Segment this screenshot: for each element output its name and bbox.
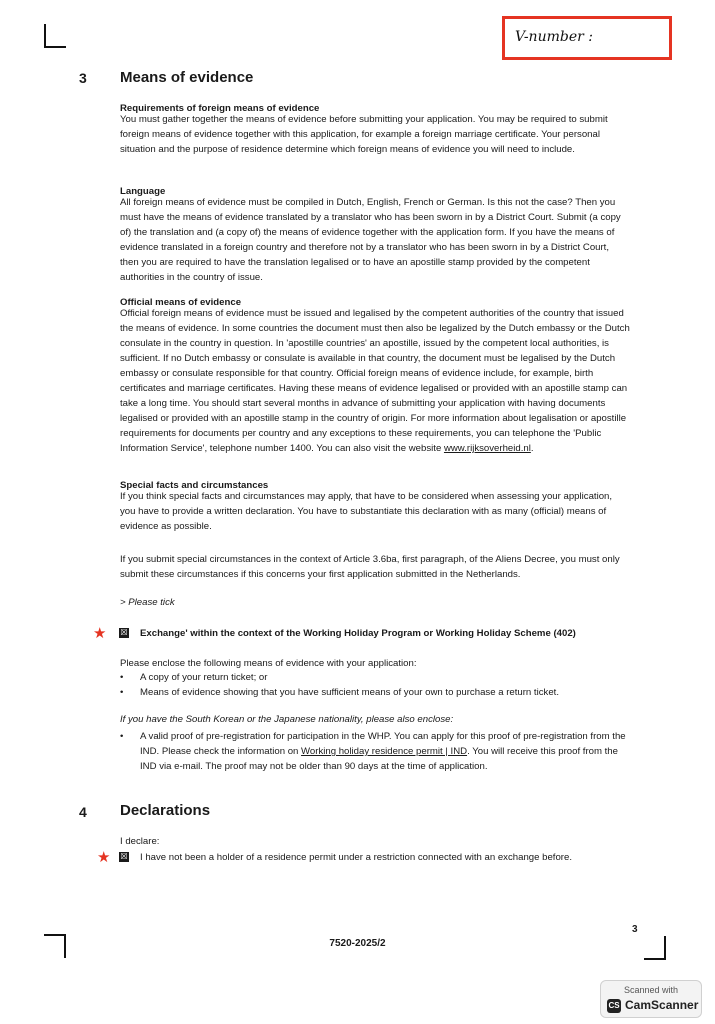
camscanner-logo-icon: CS — [607, 999, 621, 1013]
v-number-handwritten: V-number : — [515, 29, 593, 45]
exchange-checkbox[interactable]: ☒ — [120, 628, 128, 637]
declaration-checkbox[interactable]: ☒ — [120, 852, 128, 861]
camscanner-watermark — [600, 980, 702, 1018]
official-heading: Official means of evidence — [120, 297, 242, 308]
official-text-body: Official foreign means of evidence must be issued and legalised by the competent authorities of the country that issued the means of evidence. In some countries the document must then also be legalized by the Dutch embassy or the Dutch consulate in the country in question. In 'apostille countries' an apostille, issued by the competent local authorities, is sufficient. If no Dutch embassy or consulate is available in that country, the document must be legalised by the Dutch embassy or consulate responsible for that country. Official foreign means of evidence include, for example, birth certificates and marriage certificates. Having these means of evidence legalised or provided with an apostille stamp can take a long time. You should start several months in advance of submitting your application with having documents legalised or provided with an apostille stamp in the country of origin. For more information about legalisation or apostille requirements for documents per country and any exceptions to these requirements, you can telephone the 'Public Information Service', telephone number 1400. You can also visit the website — [120, 308, 630, 454]
bullet-text: Means of evidence showing that you have sufficient means of your own to purchase a return ticket. — [140, 687, 559, 698]
whp-text-before: A valid proof of pre-registration for participation in the WHP. You can apply for this proof of pre-registration from the IND. Please check the information on — [140, 731, 626, 757]
please-tick-note: > Please tick — [120, 597, 175, 608]
special-text-1: If you think special facts and circumstances may apply, that have to be considered when assessing your application, you have to provide a written declaration. You have to substantiate this declaration with as many (official) means of evidence as possible. — [120, 491, 613, 532]
red-star-icon: ★ — [93, 625, 107, 642]
whp-text-after: . You will receive this proof from the IND via e-mail. The proof may not be older than 90 days at the time of application. — [140, 746, 618, 772]
requirements-heading: Requirements of foreign means of evidence — [120, 103, 320, 114]
official-text — [120, 306, 630, 456]
korean-japanese-note: If you have the South Korean or the Japanese nationality, please also enclose: — [120, 714, 454, 725]
v-number-box[interactable] — [502, 16, 672, 60]
bullet-dot: • — [120, 687, 124, 698]
bullet-item — [120, 685, 630, 700]
enclose-instruction: Please enclose the following means of evidence with your application: — [120, 658, 417, 669]
section-4-title: Declarations — [120, 802, 211, 819]
bullet-item-whp — [120, 729, 630, 774]
special-heading: Special facts and circumstances — [120, 480, 269, 491]
red-star-icon: ★ — [97, 849, 111, 866]
form-code: 7520-2025/2 — [329, 938, 386, 949]
requirements-text: You must gather together the means of evidence before submitting your application. You may be required to submit foreign means of evidence together with this application, for example a foreign marriage certificate. Your personal situation and the purpose of residence determine which foreign means of evidence you will need to include. — [120, 114, 608, 155]
section-3-title: Means of evidence — [120, 69, 254, 86]
exchange-option-title: Exchange' within the context of the Working Holiday Program or Working Holiday Scheme (402) — [140, 628, 576, 639]
camscanner-name: CamScanner — [625, 998, 699, 1012]
bullet-dot: • — [120, 731, 124, 742]
declaration-text: I have not been a holder of a residence permit under a restriction connected with an exchange before. — [140, 852, 572, 863]
language-heading: Language — [120, 186, 166, 197]
bullet-dot: • — [120, 672, 124, 683]
page-number: 3 — [632, 924, 638, 935]
language-text: All foreign means of evidence must be compiled in Dutch, English, French or German. Is this not the case? Then you must have the means of evidence translated by a translator who has been sworn in by a District Court. Submit (a copy of) the translation and (a copy of) the means of evidence together with the application form. If you have the means of evidence translated in a foreign country and therefore not by a translator who has been sworn in by a District Court, then you are required to have the translation legalised or to have an apostille stamp provided by the competent authorities in the country of issue. — [120, 197, 621, 283]
section-3-number: 3 — [79, 70, 87, 86]
i-declare-label: I declare: — [120, 836, 160, 847]
working-holiday-link[interactable]: Working holiday residence permit | IND — [301, 746, 468, 757]
official-text-end: . — [530, 443, 534, 454]
special-text-2: If you submit special circumstances in the context of Article 3.6ba, first paragraph, of the Aliens Decree, you must only submit these circumstances if this concerns your first application submitted in the Netherlands. — [120, 554, 620, 580]
bullet-item — [120, 670, 630, 685]
bullet-text: A copy of your return ticket; or — [140, 672, 268, 683]
crop-mark-top-left — [44, 24, 66, 48]
scanned-with-label: Scanned with — [623, 985, 679, 995]
rijksoverheid-link[interactable]: www.rijksoverheid.nl — [443, 443, 531, 454]
section-4-number: 4 — [79, 804, 87, 820]
